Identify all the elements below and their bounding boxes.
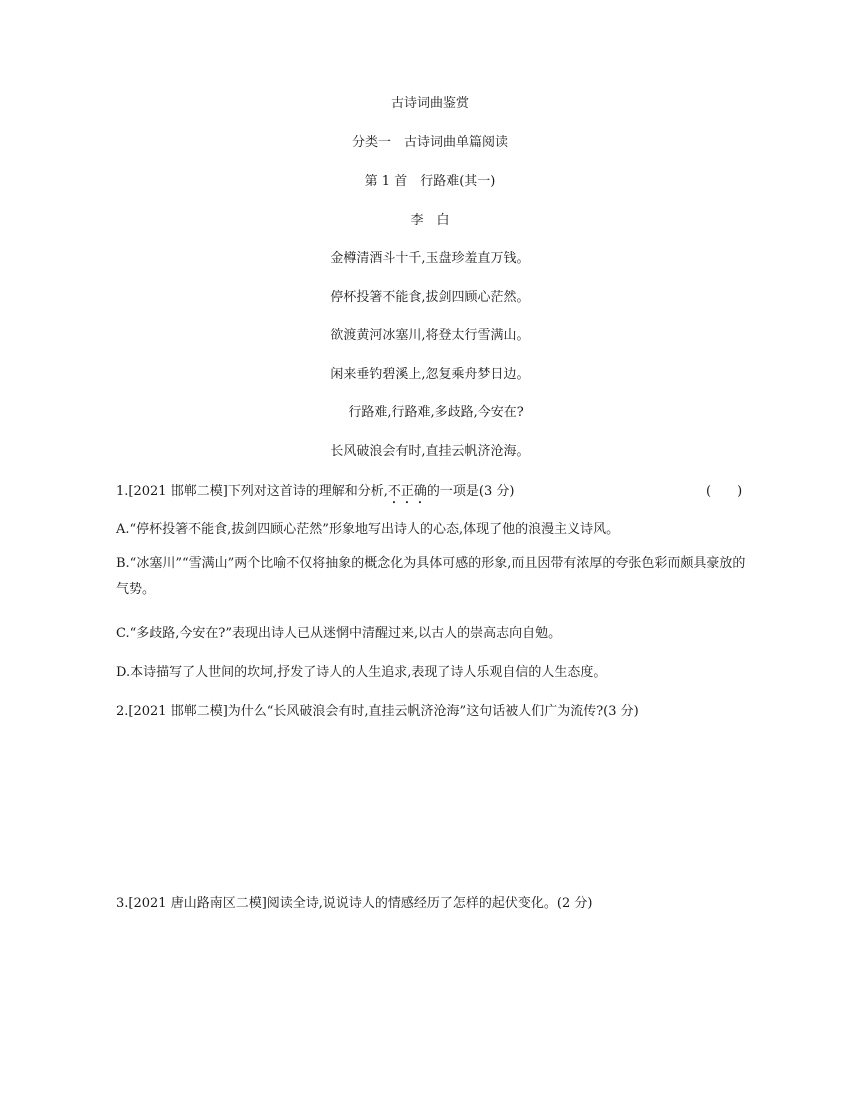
answer-blank[interactable]: ( ) [706, 484, 743, 499]
option-b: B.“冰塞川”“雪满山”两个比喻不仅将抽象的概念化为具体可感的形象,而且因带有浓厚的夸张色彩而颇具豪放的气势。 [116, 556, 746, 597]
poem-line: 长风破浪会有时,直挂云帆济沧海。 [330, 444, 530, 459]
answer-space-2[interactable] [116, 725, 746, 885]
poem-line: 停杯投箸不能食,拔剑四顾心茫然。 [330, 290, 530, 305]
question-1-suffix: 的一项是(3 分) [426, 484, 515, 499]
poem-title: 第 1 首 行路难(其一) [364, 174, 496, 189]
category-heading: 分类一 古诗词曲单篇阅读 [351, 135, 508, 150]
poem-line: 闲来垂钓碧溪上,忽复乘舟梦日边。 [330, 367, 530, 382]
question-1-prefix: 1.[2021 邯郸二模]下列对这首诗的理解和分析, [116, 484, 388, 499]
poem-line: 欲渡黄河冰塞川,将登太行雪满山。 [330, 328, 530, 343]
option-a: A.“停杯投箸不能食,拔剑四顾心茫然”形象地写出诗人的心态,体现了他的浪漫主义诗风。 [116, 522, 620, 537]
option-c: C.“多歧路,今安在?”表现出诗人已从迷惘中清醒过来,以古人的崇高志向自勉。 [116, 626, 562, 641]
question-2: 2.[2021 邯郸二模]为什么“长风破浪会有时,直挂云帆济沧海”这句话被人们广为流传?(3 分) [116, 704, 639, 719]
section-heading: 古诗词曲鉴赏 [390, 96, 469, 111]
poem-line: 金樽清酒斗十千,玉盘珍羞直万钱。 [330, 251, 530, 266]
question-3: 3.[2021 唐山路南区二模]阅读全诗,说说诗人的情感经历了怎样的起伏变化。(2 分) [116, 896, 593, 911]
poem-line: 行路难,行路难,多歧路,今安在? [348, 405, 524, 420]
option-d: D.本诗描写了人世间的坎坷,抒发了诗人的人生追求,表现了诗人乐观自信的人生态度。 [116, 665, 607, 680]
poem-author: 李 白 [410, 213, 450, 228]
question-1-stem [116, 480, 514, 507]
answer-space-3[interactable] [116, 918, 746, 1078]
question-1-emphasis: 不正确 [387, 484, 427, 499]
